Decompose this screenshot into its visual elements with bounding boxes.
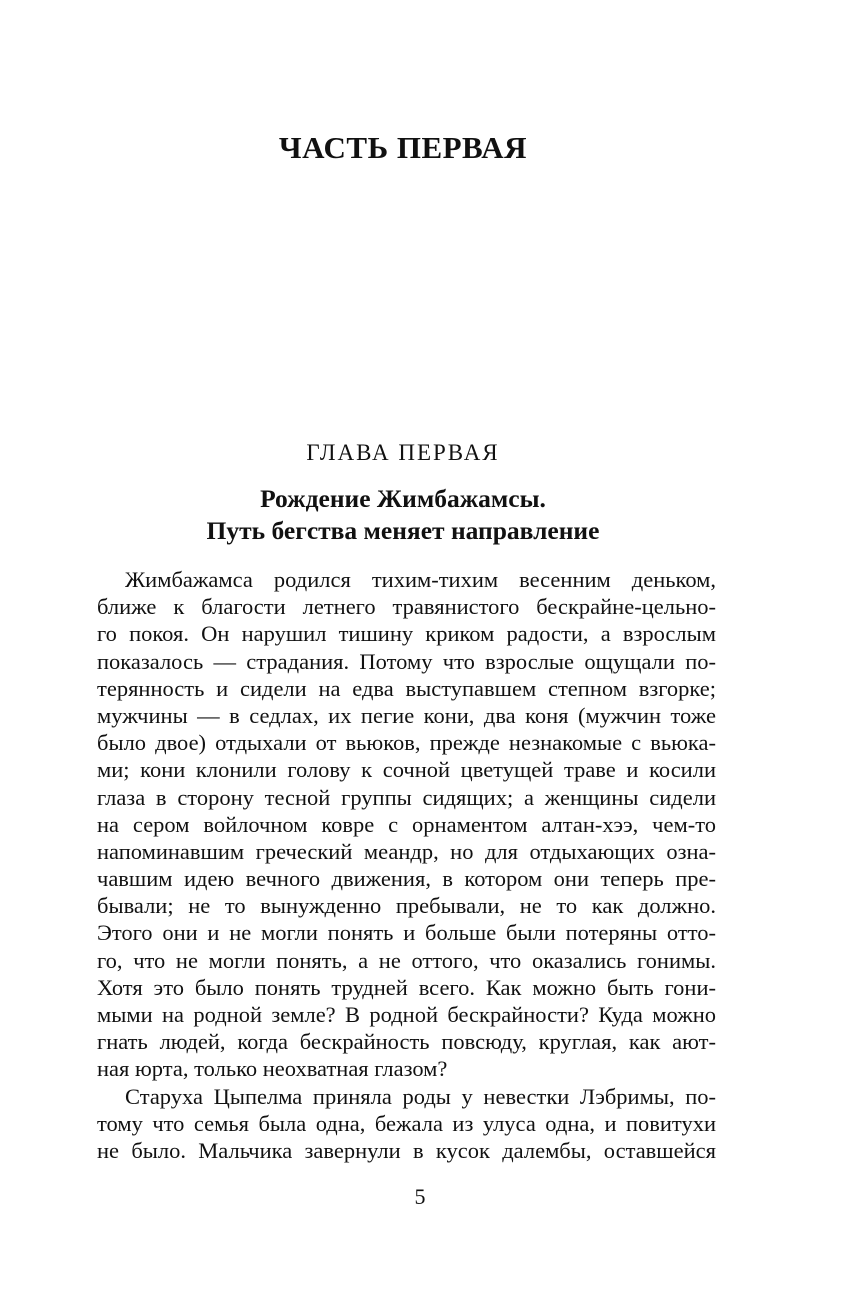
text-line: напоминавшим греческий меандр, но для отдыхающих озна- <box>97 838 716 864</box>
paragraph-1 <box>97 566 716 1083</box>
text-line: Жимбажамса родился тихим-тихим весенним деньком, <box>125 567 716 592</box>
text-line: показалось — страдания. Потому что взрослые ощущали по- <box>97 648 716 674</box>
body-text <box>97 566 716 1164</box>
text-line: го, что не могли понять, а не оттого, что оказались гонимы. <box>97 947 716 973</box>
chapter-title <box>0 483 806 547</box>
text-line: тому что семья была одна, бежала из улуса одна, и повитухи <box>97 1110 716 1136</box>
text-line: на сером войлочном ковре с орнаментом алтан-хээ, чем-то <box>97 811 716 837</box>
text-line: чавшим идею вечного движения, в котором они теперь пре- <box>97 866 716 892</box>
chapter-title-line-2: Путь бегства меняет направление <box>206 516 600 545</box>
text-line: Этого они и не могли понять и больше были потеряны отто- <box>97 920 716 946</box>
text-line: терянность и сидели на едва выступавшем степном взгорке; <box>97 675 716 701</box>
text-line: бывали; не то вынужденно пребывали, не то как должно. <box>97 893 716 919</box>
text-line: ближе к благости летнего травянистого бескрайне-цельно- <box>97 594 716 620</box>
text-line: Старуха Цыпелма приняла роды у невестки Лэбримы, по- <box>125 1083 716 1109</box>
text-line: мужчины — в седлах, их пегие кони, два коня (мужчин тоже <box>97 702 716 728</box>
text-line: глаза в сторону тесной группы сидящих; а женщины сидели <box>97 784 716 810</box>
chapter-title-line-1: Рождение Жимбажамсы. <box>260 484 546 513</box>
text-line: было двое) отдыхали от вьюков, прежде незнакомые с вьюка- <box>97 730 716 756</box>
text-line: Хотя это было понять трудней всего. Как можно быть гони- <box>97 974 716 1000</box>
text-line: мыми на родной земле? В родной бескрайности? Куда можно <box>97 1002 716 1027</box>
text-line: ная юрта, только неохватная глазом? <box>97 1056 448 1082</box>
chapter-label: ГЛАВА ПЕРВАЯ <box>306 440 500 465</box>
part-title: ЧАСТЬ ПЕРВАЯ <box>278 130 528 165</box>
page-number: 5 <box>414 1184 426 1209</box>
text-line: ми; кони клонили голову к сочной цветущей траве и косили <box>97 757 716 783</box>
text-line: не было. Мальчика завернули в кусок далембы, оставшейся <box>97 1137 716 1163</box>
text-line: го покоя. Он нарушил тишину криком радости, а взрослым <box>97 621 716 647</box>
paragraph-2 <box>97 1083 716 1165</box>
text-line: гнать людей, когда бескрайность повсюду, круглая, как ают- <box>97 1029 716 1055</box>
